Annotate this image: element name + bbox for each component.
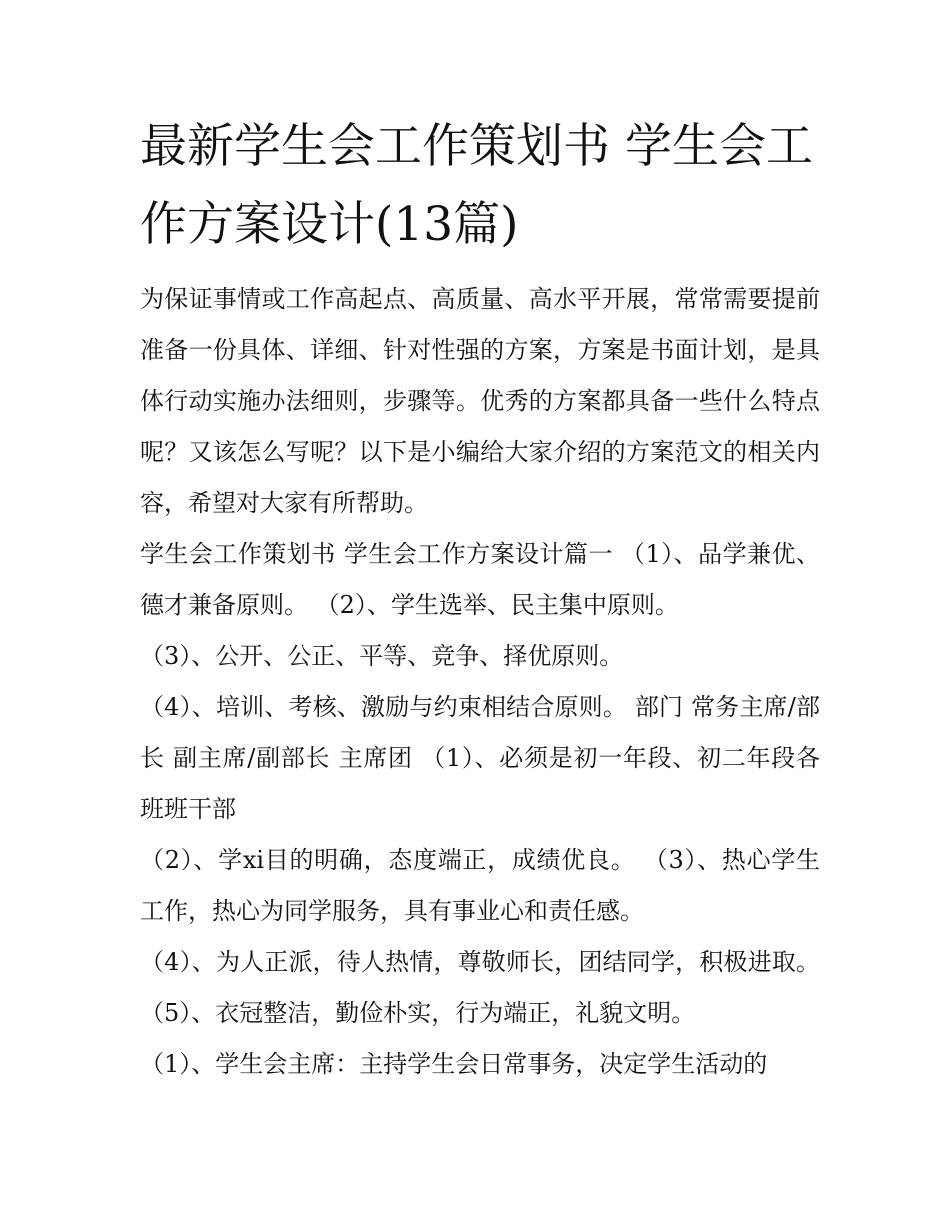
paragraph-duties-chair: （1）、学生会主席：主持学生会日常事务，决定学生活动的 [140,1050,768,1078]
paragraph-requirements-2-3: （2）、学xi目的明确，态度端正，成绩优良。 （3）、热心学生工作，热心为同学服务，具有事业心和责任感。 [140,846,820,925]
document-page [140,108,820,1090]
document-title: 最新学生会工作策划书 学生会工作方案设计(13篇) [140,119,813,252]
paragraph-requirements-4-5: （4）、为人正派，待人热情，尊敬师长，团结同学，积极进取。 （5）、衣冠整洁，勤俭朴实，行为端正，礼貌文明。 [140,948,820,1027]
paragraph-principle-3: （3）、公开、公正、平等、竞争、择优原则。 [140,642,624,670]
paragraph-principles-1-2: 学生会工作策划书 学生会工作方案设计篇一 （1）、品学兼优、德才兼备原则。 （2）、学生选举、民主集中原则。 [140,540,820,619]
paragraph-intro: 为保证事情或工作高起点、高质量、高水平开展，常常需要提前准备一份具体、详细、针对性强的方案，方案是书面计划，是具体行动实施办法细则，步骤等。优秀的方案都具备一些什么特点呢？又该怎么写呢？以下是小编给大家介绍的方案范文的相关内容，希望对大家有所帮助。 [140,285,820,517]
paragraph-principle-4: （4）、培训、考核、激励与约束相结合原则。 部门 常务主席/部长 副主席/副部长 主席团 （1）、必须是初一年段、初二年段各班班干部 [140,693,820,823]
